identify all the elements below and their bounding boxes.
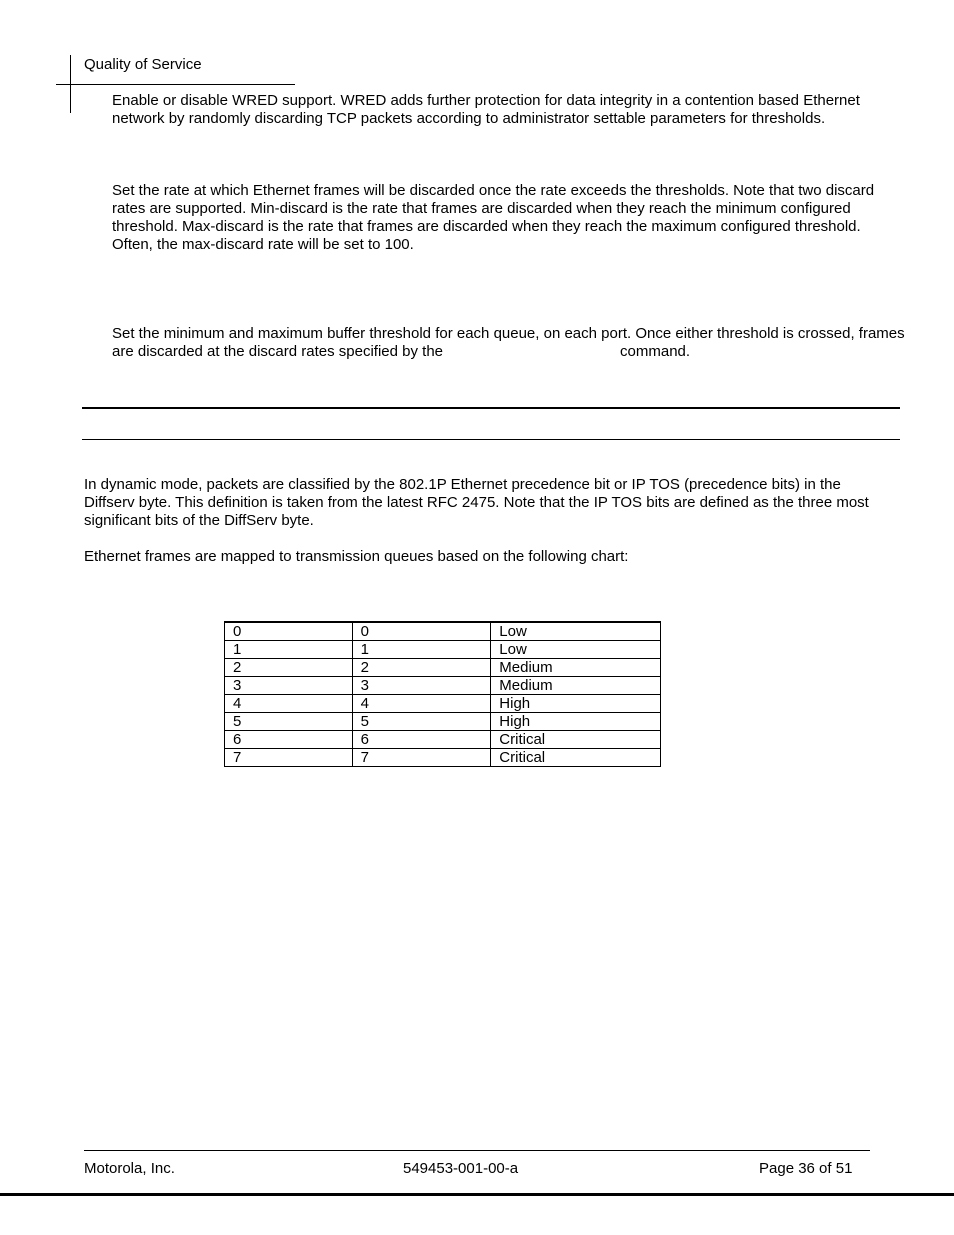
table-row bbox=[225, 659, 661, 677]
priority-queue-mapping-table bbox=[224, 621, 661, 767]
table-row bbox=[225, 695, 661, 713]
table-cell: 5 bbox=[352, 713, 491, 731]
table-cell: 2 bbox=[225, 659, 353, 677]
footer-page-number: Page 36 of 51 bbox=[759, 1160, 853, 1177]
mapping-intro-paragraph: Ethernet frames are mapped to transmission queues based on the following chart: bbox=[84, 548, 629, 565]
threshold-text-2: command. bbox=[620, 343, 691, 360]
footer-doc-number: 549453-001-00-a bbox=[403, 1160, 519, 1177]
table-row bbox=[225, 622, 661, 641]
table-cell: 3 bbox=[225, 677, 353, 695]
table-cell: Critical bbox=[491, 749, 661, 767]
table-cell: High bbox=[491, 695, 661, 713]
table-cell: High bbox=[491, 713, 661, 731]
table-cell: Medium bbox=[491, 659, 661, 677]
table-cell: 4 bbox=[352, 695, 491, 713]
page-bottom-rule bbox=[0, 1193, 954, 1196]
section-title: Quality of Service bbox=[84, 56, 202, 73]
table-cell: 6 bbox=[352, 731, 491, 749]
table-cell: Critical bbox=[491, 731, 661, 749]
table-cell: Medium bbox=[491, 677, 661, 695]
table-cell: 2 bbox=[352, 659, 491, 677]
table-cell: 7 bbox=[225, 749, 353, 767]
dynamic-mode-paragraph: In dynamic mode, packets are classified by the 802.1P Ethernet precedence bit or IP TOS (precedence bits) in the Diffserv byte. This definition is taken from the latest RFC 2475. Note that the IP TOS bits are defined as the three most significant bits of the DiffServ byte. bbox=[84, 476, 869, 529]
table-cell: 3 bbox=[352, 677, 491, 695]
discard-rate-paragraph: Set the rate at which Ethernet frames will be discarded once the rate exceeds the thresholds. Note that two discard rates are supported. Min-discard is the rate that frames are discarded when they reach the minimum configured threshold. Max-discard is the rate that frames are discarded when they reach the maximum configured threshold. Often, the max-discard rate will be set to 100. bbox=[112, 182, 875, 253]
table-cell: Low bbox=[491, 641, 661, 659]
footer-company: Motorola, Inc. bbox=[84, 1160, 175, 1177]
table-cell: 1 bbox=[352, 641, 491, 659]
table-cell: 6 bbox=[225, 731, 353, 749]
table-row bbox=[225, 713, 661, 731]
table-cell: Low bbox=[491, 622, 661, 641]
threshold-text-1: Set the minimum and maximum buffer threshold for each queue, on each port. Once either threshold is crossed, frames are discarded at the discard rates specified by the bbox=[112, 325, 905, 360]
table-cell: 4 bbox=[225, 695, 353, 713]
table-cell: 0 bbox=[352, 622, 491, 641]
wred-paragraph: Enable or disable WRED support. WRED adds further protection for data integrity in a contention based Ethernet network by randomly discarding TCP packets according to administrator settable parameters for thresholds. bbox=[112, 92, 860, 127]
table-row bbox=[225, 641, 661, 659]
table-cell: 7 bbox=[352, 749, 491, 767]
table-cell: 0 bbox=[225, 622, 353, 641]
header-underline bbox=[56, 84, 295, 85]
table-row bbox=[225, 731, 661, 749]
table-row bbox=[225, 749, 661, 767]
section-rule-thick bbox=[82, 407, 900, 409]
footer-rule bbox=[84, 1150, 870, 1151]
threshold-paragraph bbox=[112, 325, 912, 361]
section-rule-thin bbox=[82, 439, 900, 440]
table-cell: 5 bbox=[225, 713, 353, 731]
table-cell: 1 bbox=[225, 641, 353, 659]
table-row bbox=[225, 677, 661, 695]
